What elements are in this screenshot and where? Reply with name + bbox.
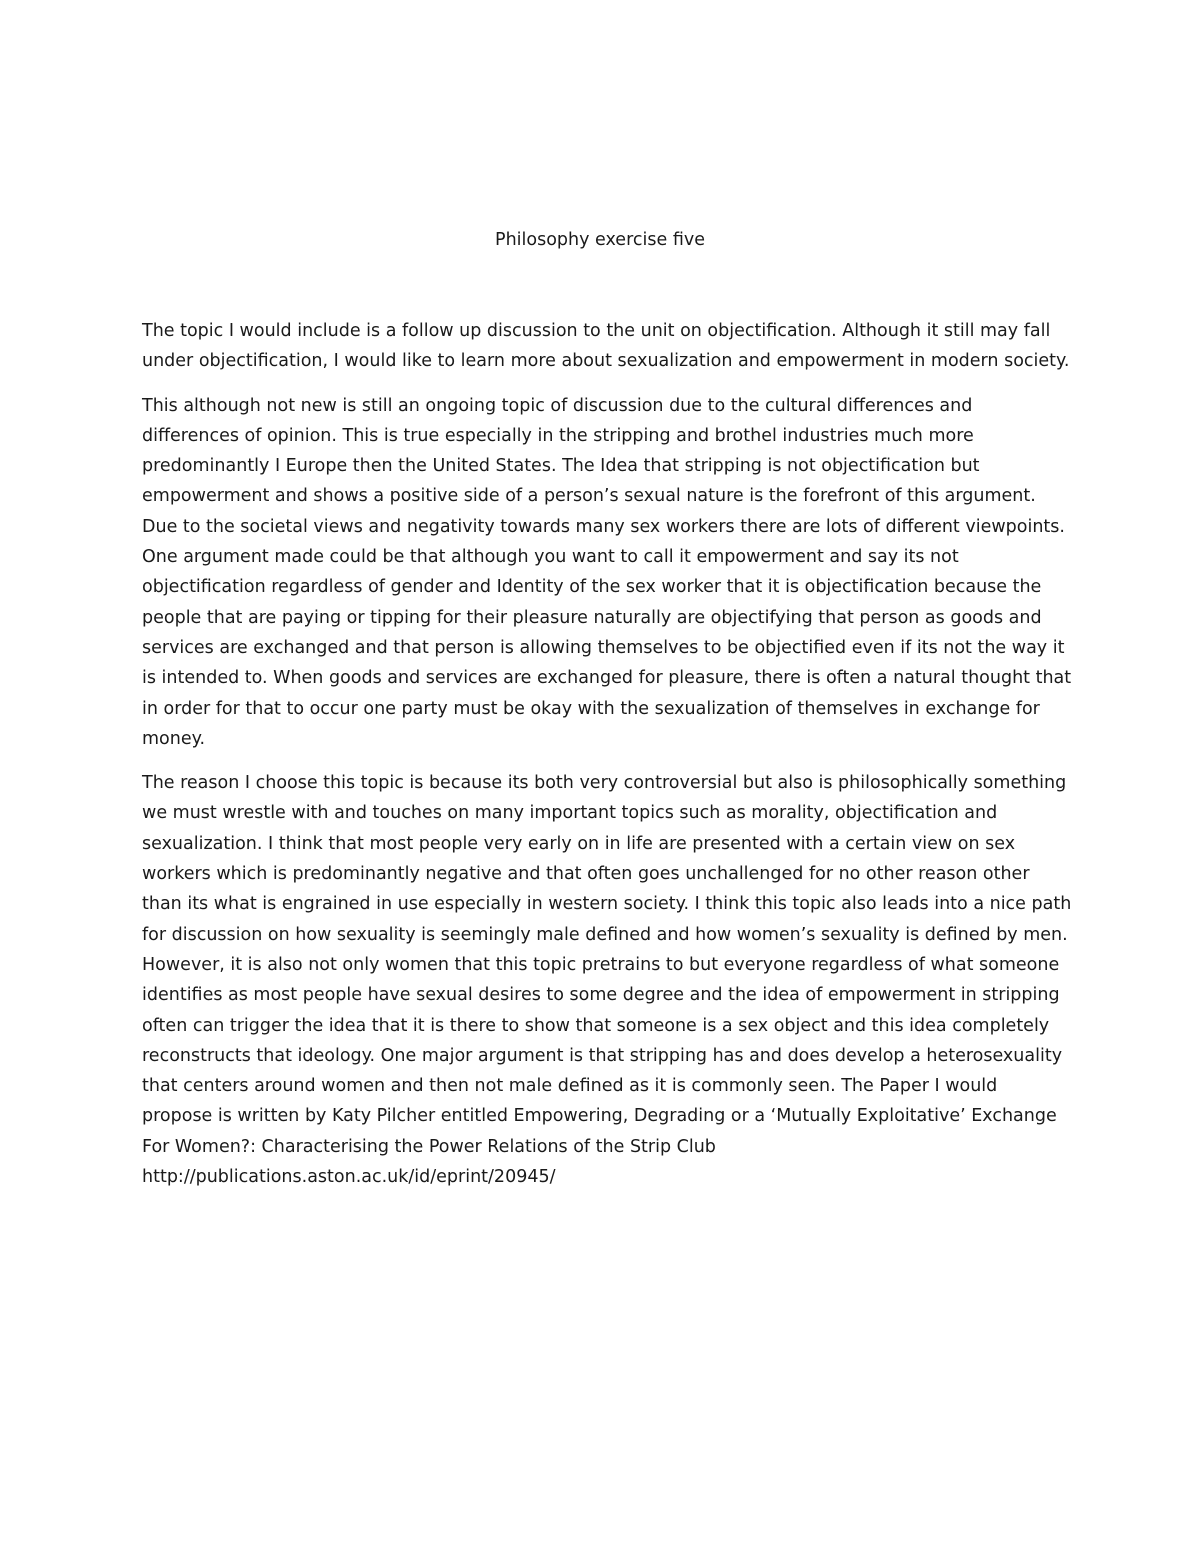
reference-url: http://publications.aston.ac.uk/id/eprint/20945/: [142, 1167, 556, 1188]
document-title: Philosophy exercise five: [495, 230, 705, 250]
paragraph-2: This although not new is still an ongoing topic of discussion due to the cultural differences and differences of opinion. This is true especially in the stripping and brothel industries much more predominantly I Europe then the United States. The Idea that stripping is not objectification but empowerment and shows a positive side of a person’s sexual nature is the forefront of this argument. Due to the societal views and negativity towards many sex workers there are lots of different viewpoints. One argument made could be that although you want to call it empowerment and say its not objectification regardless of gender and Identity of the sex worker that it is objectification because the people that are paying or tipping for their pleasure naturally are objectifying that person as goods and services are exchanged and that person is allowing themselves to be objectified even if its not the way it is intended to. When goods and services are exchanged for pleasure, there is often a natural thought that in order for that to occur one party must be okay with the sexualization of themselves in exchange for money.: [142, 395, 1072, 749]
document-body: [142, 316, 1072, 1192]
paragraph-1: The topic I would include is a follow up discussion to the unit on objectification. Although it still may fall under objectification, I would like to learn more about sexualization and empowerment in modern society.: [142, 321, 1070, 372]
paragraph-3: The reason I choose this topic is because its both very controversial but also is philosophically something we must wrestle with and touches on many important topics such as morality, objectification and sexualization. I think that most people very early on in life are presented with a certain view on sex workers which is predominantly negative and that often goes unchallenged for no other reason other than its what is engrained in use especially in western society. I think this topic also leads into a nice path for discussion on how sexuality is seemingly male defined and how women’s sexuality is defined by men. However, it is also not only women that this topic pretrains to but everyone regardless of what someone identifies as most people have sexual desires to some degree and the idea of empowerment in stripping often can trigger the idea that it is there to show that someone is a sex object and this idea completely reconstructs that ideology. One major argument is that stripping has and does develop a heterosexuality that centers around women and then not male defined as it is commonly seen. The Paper I would propose is written by Katy Pilcher entitled Empowering, Degrading or a ‘Mutually Exploitative’ Exchange For Women?: Characterising the Power Relations of the Strip Club: [142, 773, 1072, 1157]
